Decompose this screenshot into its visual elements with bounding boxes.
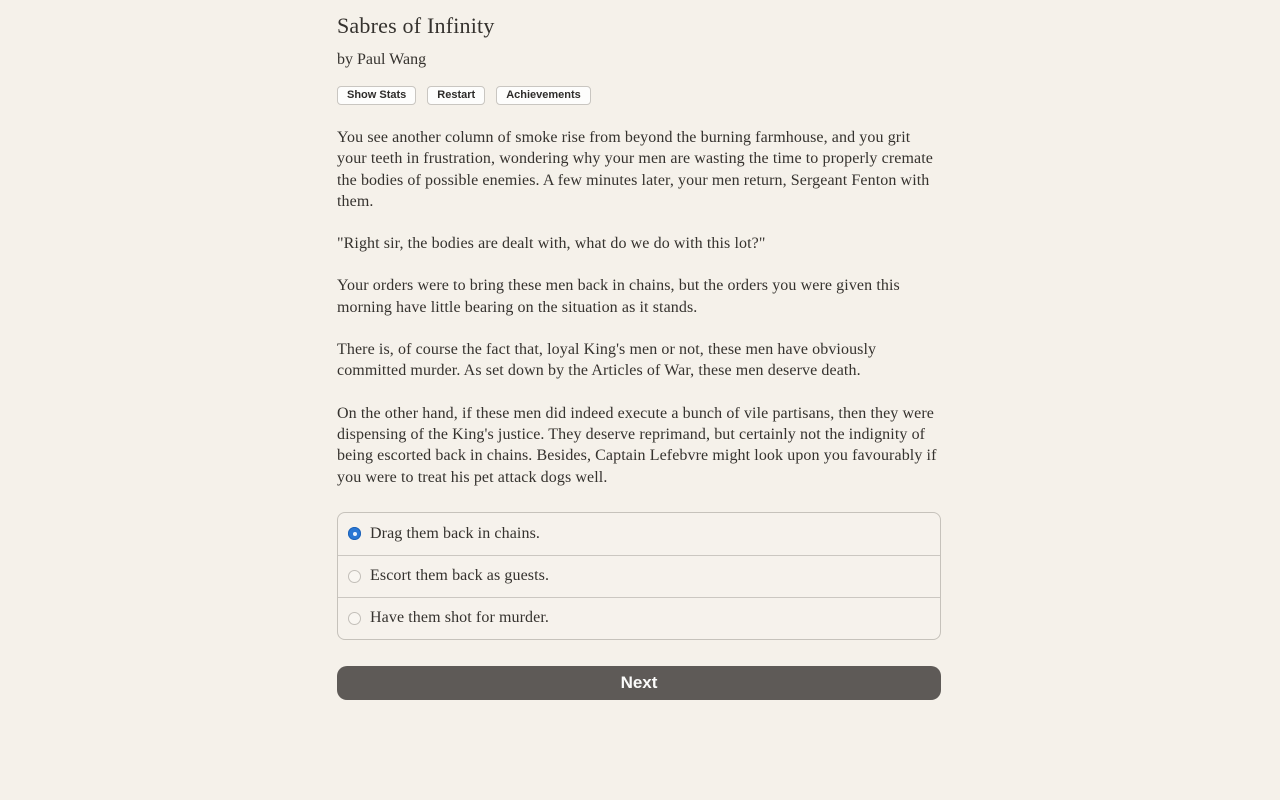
choice-label: Drag them back in chains. (370, 524, 540, 542)
choice-option[interactable] (338, 597, 940, 639)
story-paragraph: On the other hand, if these men did indeed execute a bunch of vile partisans, then they were dispensing of the King's justice. They deserve reprimand, but certainly not the indignity of being escorted back in chains. Besides, Captain Lefebvre might look upon you favourably if you were to treat his pet attack dogs well. (337, 404, 937, 486)
restart-button[interactable]: Restart (427, 86, 485, 105)
radio-button-icon[interactable] (348, 570, 361, 583)
achievements-button[interactable]: Achievements (496, 86, 591, 105)
story-text (337, 127, 941, 488)
page-title: Sabres of Infinity (337, 13, 495, 38)
show-stats-button[interactable]: Show Stats (337, 86, 416, 105)
author-byline: by Paul Wang (337, 51, 427, 68)
choice-option[interactable] (338, 555, 940, 597)
story-paragraph: There is, of course the fact that, loyal King's men or not, these men have obviously committed murder. As set down by the Articles of War, these men deserve death. (337, 341, 877, 380)
story-paragraph: "Right sir, the bodies are dealt with, what do we do with this lot?" (337, 235, 766, 253)
toolbar (337, 86, 941, 105)
choice-label: Escort them back as guests. (370, 567, 550, 585)
next-button[interactable]: Next (337, 666, 941, 700)
story-paragraph: Your orders were to bring these men back in chains, but the orders you were given this morning have little bearing on the situation as it stands. (337, 277, 900, 316)
choice-label: Have them shot for murder. (370, 609, 549, 627)
choice-list (337, 512, 941, 640)
radio-button-icon[interactable] (348, 527, 361, 540)
game-page (337, 0, 941, 700)
choice-option[interactable] (338, 513, 940, 555)
story-paragraph: You see another column of smoke rise from beyond the burning farmhouse, and you grit your teeth in frustration, wondering why your men are wasting the time to properly cremate the bodies of possible enemies. A few minutes later, your men return, Sergeant Fenton with them. (337, 129, 933, 210)
radio-button-icon[interactable] (348, 612, 361, 625)
